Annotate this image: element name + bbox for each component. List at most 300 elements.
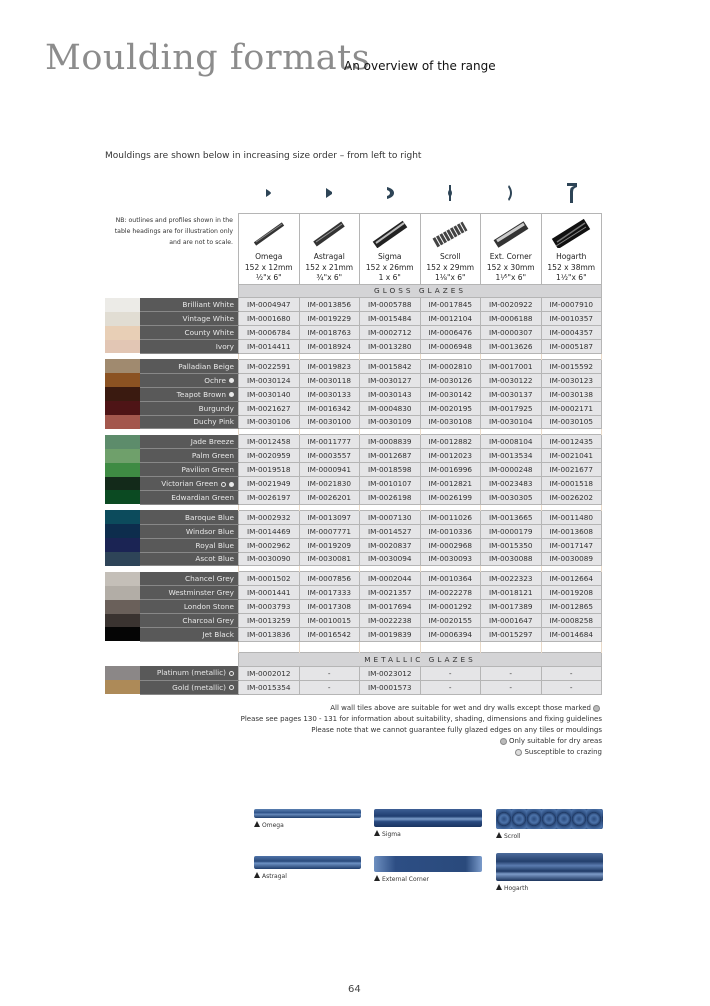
product-code: IM-0020195 bbox=[420, 401, 481, 415]
column-header-sigma bbox=[360, 214, 421, 285]
product-code: IM-0015350 bbox=[481, 538, 542, 552]
product-code: IM-0018763 bbox=[299, 326, 360, 340]
photo-scroll: Scroll bbox=[496, 809, 603, 840]
product-code: IM-0030109 bbox=[360, 415, 421, 429]
product-code: IM-0017333 bbox=[299, 586, 360, 600]
hogarth-moulding-image bbox=[496, 853, 603, 881]
product-code: IM-0019209 bbox=[299, 538, 360, 552]
colour-name: Palm Green bbox=[191, 451, 234, 461]
colour-name-cell bbox=[140, 572, 239, 586]
colour-row bbox=[105, 680, 602, 694]
product-code: IM-0030089 bbox=[541, 552, 602, 566]
colour-row bbox=[105, 600, 602, 614]
crazing-mark-icon bbox=[229, 482, 234, 487]
omega-moulding-illustration bbox=[239, 214, 299, 252]
product-code: IM-0030123 bbox=[541, 373, 602, 387]
colour-name-cell bbox=[140, 415, 239, 429]
product-code: IM-0014411 bbox=[239, 340, 300, 354]
product-code: IM-0019229 bbox=[299, 312, 360, 326]
product-code: IM-0006784 bbox=[239, 326, 300, 340]
product-code: IM-0006476 bbox=[420, 326, 481, 340]
omega-moulding-image bbox=[254, 809, 361, 818]
product-code: IM-0030143 bbox=[360, 387, 421, 401]
colour-swatch bbox=[105, 401, 140, 415]
product-code: IM-0014469 bbox=[239, 524, 300, 538]
colour-row bbox=[105, 510, 602, 524]
product-code: IM-0013665 bbox=[481, 510, 542, 524]
product-code: IM-0012458 bbox=[239, 435, 300, 449]
product-code: IM-0012435 bbox=[541, 435, 602, 449]
column-mm: 152 x 26mm bbox=[365, 262, 414, 272]
photo-hogarth: Hogarth bbox=[496, 853, 603, 892]
spacer bbox=[140, 284, 239, 298]
colour-name: Windsor Blue bbox=[185, 526, 234, 536]
product-code: IM-0030093 bbox=[420, 552, 481, 566]
colour-swatch bbox=[105, 463, 140, 477]
notes bbox=[241, 703, 602, 758]
colour-name-cell bbox=[140, 312, 239, 326]
product-code: IM-0008104 bbox=[481, 435, 542, 449]
product-code: IM-0013836 bbox=[239, 627, 300, 641]
colour-swatch bbox=[105, 373, 140, 387]
column-name: Omega bbox=[255, 252, 283, 261]
note-guidelines: Please see pages 130 - 131 for information about suitability, shading, dimensions and fixing guidelines bbox=[240, 715, 602, 723]
colour-swatch bbox=[105, 572, 140, 586]
section-metallic-glazes bbox=[105, 652, 602, 666]
product-code: IM-0012664 bbox=[541, 572, 602, 586]
product-code: IM-0020922 bbox=[481, 298, 542, 312]
astragal-moulding-image bbox=[254, 856, 361, 869]
product-code: IM-0022238 bbox=[360, 614, 421, 628]
colour-row bbox=[105, 387, 602, 401]
triangle-icon bbox=[254, 872, 260, 878]
dry-area-mark-icon bbox=[229, 685, 234, 690]
product-code: - bbox=[541, 680, 602, 694]
colour-row bbox=[105, 490, 602, 504]
product-code: IM-0030108 bbox=[420, 415, 481, 429]
colour-name: Westminster Grey bbox=[168, 588, 234, 598]
product-code: IM-0011777 bbox=[299, 435, 360, 449]
product-code: IM-0003557 bbox=[299, 449, 360, 463]
product-code: IM-0016342 bbox=[299, 401, 360, 415]
product-code: IM-0020837 bbox=[360, 538, 421, 552]
colour-name-cell bbox=[140, 600, 239, 614]
product-code: IM-0001502 bbox=[239, 572, 300, 586]
product-code: IM-0021949 bbox=[239, 477, 300, 491]
column-header-ext-corner bbox=[481, 214, 542, 285]
column-mm: 152 x 30mm bbox=[486, 262, 535, 272]
product-code: IM-0010336 bbox=[420, 524, 481, 538]
colour-name: Brilliant White bbox=[182, 300, 234, 310]
crazing-mark-icon bbox=[229, 378, 234, 383]
colour-name: Duchy Pink bbox=[193, 417, 234, 427]
photo-omega: Omega bbox=[254, 809, 361, 829]
profile-scroll-icon bbox=[420, 183, 481, 203]
colour-name: Platinum (metallic) bbox=[156, 668, 226, 678]
dry-area-mark-icon bbox=[593, 705, 600, 712]
product-code: IM-0030094 bbox=[360, 552, 421, 566]
note-wet-dry: All wall tiles above are suitable for wet and dry walls except those marked bbox=[241, 703, 602, 714]
external-corner-moulding-image bbox=[374, 856, 482, 872]
colour-name-cell bbox=[140, 477, 239, 491]
colour-name-cell bbox=[140, 586, 239, 600]
product-code: IM-0012023 bbox=[420, 449, 481, 463]
product-code: - bbox=[541, 666, 602, 680]
product-code: IM-0030090 bbox=[239, 552, 300, 566]
profile-outlines bbox=[238, 183, 602, 203]
product-code: IM-0015484 bbox=[360, 312, 421, 326]
product-code: IM-0030122 bbox=[481, 373, 542, 387]
colour-row bbox=[105, 312, 602, 326]
product-code: IM-0030088 bbox=[481, 552, 542, 566]
colour-swatch bbox=[105, 666, 140, 680]
product-code: IM-0015842 bbox=[360, 359, 421, 373]
product-code: IM-0019208 bbox=[541, 586, 602, 600]
colour-swatch bbox=[105, 326, 140, 340]
product-code: IM-0013259 bbox=[239, 614, 300, 628]
product-code: IM-0007910 bbox=[541, 298, 602, 312]
product-code: IM-0019823 bbox=[299, 359, 360, 373]
product-code: IM-0015297 bbox=[481, 627, 542, 641]
colour-row bbox=[105, 435, 602, 449]
product-code: IM-0030126 bbox=[420, 373, 481, 387]
product-code: IM-0006188 bbox=[481, 312, 542, 326]
photo-sigma: Sigma bbox=[374, 809, 482, 838]
product-code: IM-0010015 bbox=[299, 614, 360, 628]
hogarth-moulding-illustration bbox=[542, 214, 602, 252]
product-code: IM-0019839 bbox=[360, 627, 421, 641]
product-code: IM-0016996 bbox=[420, 463, 481, 477]
profile-hogarth-icon bbox=[541, 183, 602, 203]
colour-swatch bbox=[105, 627, 140, 641]
colour-swatch bbox=[105, 340, 140, 354]
product-code: IM-0015354 bbox=[239, 680, 300, 694]
product-code: IM-0010357 bbox=[541, 312, 602, 326]
product-code: IM-0001647 bbox=[481, 614, 542, 628]
product-code: IM-0030100 bbox=[299, 415, 360, 429]
column-inch: ½"x 6" bbox=[255, 273, 282, 282]
product-code: IM-0008258 bbox=[541, 614, 602, 628]
colour-name-cell bbox=[140, 614, 239, 628]
product-code: IM-0002962 bbox=[239, 538, 300, 552]
colour-name: Ochre bbox=[204, 375, 226, 385]
product-code: IM-0005788 bbox=[360, 298, 421, 312]
colour-name: Palladian Beige bbox=[178, 361, 234, 371]
dry-area-mark-icon bbox=[229, 671, 234, 676]
product-code: IM-0008839 bbox=[360, 435, 421, 449]
profile-astragal-icon bbox=[299, 183, 360, 203]
colour-name: London Stone bbox=[183, 602, 234, 612]
colour-name-cell bbox=[140, 373, 239, 387]
product-code: IM-0017389 bbox=[481, 600, 542, 614]
column-header-hogarth bbox=[541, 214, 602, 285]
colour-swatch bbox=[105, 490, 140, 504]
product-code: IM-0020155 bbox=[420, 614, 481, 628]
colour-name-cell bbox=[140, 298, 239, 312]
colour-row bbox=[105, 463, 602, 477]
colour-name: Pavilion Green bbox=[181, 465, 234, 475]
product-code: IM-0030105 bbox=[541, 415, 602, 429]
column-header-astragal bbox=[299, 214, 360, 285]
product-code: IM-0002968 bbox=[420, 538, 481, 552]
colour-row bbox=[105, 666, 602, 680]
colour-swatch bbox=[105, 312, 140, 326]
triangle-icon bbox=[254, 821, 260, 827]
product-code: IM-0002171 bbox=[541, 401, 602, 415]
product-code: IM-0013608 bbox=[541, 524, 602, 538]
column-name: Astragal bbox=[313, 252, 345, 261]
colour-name: Ivory bbox=[215, 342, 234, 351]
colour-swatch bbox=[105, 359, 140, 373]
sigma-moulding-image bbox=[374, 809, 482, 827]
column-inch: 1⅛"x 6" bbox=[434, 273, 466, 282]
product-code: IM-0014527 bbox=[360, 524, 421, 538]
colour-name: Vintage White bbox=[182, 314, 234, 324]
colour-name-cell bbox=[140, 340, 239, 354]
photo-astragal: Astragal bbox=[254, 856, 361, 880]
product-code: IM-0012104 bbox=[420, 312, 481, 326]
colour-row bbox=[105, 524, 602, 538]
scroll-moulding-illustration bbox=[421, 214, 481, 252]
column-inch: 1 x 6" bbox=[378, 273, 401, 282]
product-code: IM-0011480 bbox=[541, 510, 602, 524]
product-code: IM-0021357 bbox=[360, 586, 421, 600]
product-code: IM-0012865 bbox=[541, 600, 602, 614]
colour-name: Ascot Blue bbox=[195, 554, 234, 564]
product-code: IM-0007771 bbox=[299, 524, 360, 538]
product-code: IM-0015592 bbox=[541, 359, 602, 373]
colour-name-cell bbox=[140, 627, 239, 641]
product-code: IM-0026198 bbox=[360, 490, 421, 504]
colour-name: Teapot Brown bbox=[176, 389, 226, 399]
colour-name: Edwardian Green bbox=[171, 492, 234, 502]
column-mm: 152 x 12mm bbox=[244, 262, 293, 272]
colour-row bbox=[105, 552, 602, 566]
colour-swatch bbox=[105, 680, 140, 694]
product-code: IM-0004357 bbox=[541, 326, 602, 340]
column-header-row bbox=[105, 214, 602, 285]
colour-swatch bbox=[105, 298, 140, 312]
colour-swatch bbox=[105, 449, 140, 463]
product-code: IM-0018924 bbox=[299, 340, 360, 354]
colour-name: County White bbox=[184, 328, 234, 338]
triangle-icon bbox=[496, 884, 502, 890]
colour-name-cell bbox=[140, 524, 239, 538]
triangle-icon bbox=[374, 830, 380, 836]
colour-row bbox=[105, 538, 602, 552]
column-name: Sigma bbox=[377, 252, 402, 261]
product-code: IM-0030118 bbox=[299, 373, 360, 387]
column-mm: 152 x 21mm bbox=[305, 262, 354, 272]
note-glazed-edges: Please note that we cannot guarantee fully glazed edges on any tiles or mouldings bbox=[311, 726, 602, 734]
product-code: IM-0018598 bbox=[360, 463, 421, 477]
colour-row bbox=[105, 298, 602, 312]
colour-row bbox=[105, 359, 602, 373]
product-code: IM-0017147 bbox=[541, 538, 602, 552]
product-code: IM-0000941 bbox=[299, 463, 360, 477]
column-mm: 152 x 38mm bbox=[547, 262, 596, 272]
colour-row bbox=[105, 373, 602, 387]
profile-omega-icon bbox=[238, 183, 299, 203]
column-mm: 152 x 29mm bbox=[426, 262, 475, 272]
product-code: IM-0017925 bbox=[481, 401, 542, 415]
product-code: IM-0006948 bbox=[420, 340, 481, 354]
product-code: IM-0030104 bbox=[481, 415, 542, 429]
product-code: IM-0007856 bbox=[299, 572, 360, 586]
product-code: IM-0021830 bbox=[299, 477, 360, 491]
product-code: IM-0017845 bbox=[420, 298, 481, 312]
product-code: IM-0011026 bbox=[420, 510, 481, 524]
colour-row bbox=[105, 477, 602, 491]
colour-name: Victorian Green bbox=[161, 479, 218, 489]
product-code: IM-0018121 bbox=[481, 586, 542, 600]
colour-name-cell bbox=[140, 463, 239, 477]
page-number: 64 bbox=[348, 984, 361, 995]
product-code: IM-0000307 bbox=[481, 326, 542, 340]
product-code: IM-0001518 bbox=[541, 477, 602, 491]
sigma-moulding-illustration bbox=[360, 214, 420, 252]
column-name: Ext. Corner bbox=[489, 252, 532, 261]
product-code: IM-0026201 bbox=[299, 490, 360, 504]
column-header-omega bbox=[239, 214, 300, 285]
column-inch: 1¹⁄₂"x 6" bbox=[555, 273, 587, 282]
column-header-scroll bbox=[420, 214, 481, 285]
colour-swatch bbox=[105, 510, 140, 524]
photo-external-corner: External Corner bbox=[374, 856, 482, 883]
colour-name-cell bbox=[140, 552, 239, 566]
product-code: IM-0014684 bbox=[541, 627, 602, 641]
colour-row bbox=[105, 586, 602, 600]
nb-note: NB: outlines and profiles shown in the table headings are for illustration only and are not to scale. bbox=[114, 217, 233, 246]
colour-row bbox=[105, 415, 602, 429]
section-label: GLOSS GLAZES bbox=[239, 284, 602, 298]
colour-name: Jet Black bbox=[202, 629, 234, 639]
product-code: IM-0020959 bbox=[239, 449, 300, 463]
product-code: IM-0019518 bbox=[239, 463, 300, 477]
product-code: IM-0002932 bbox=[239, 510, 300, 524]
crazing-mark-icon bbox=[515, 749, 522, 756]
legend-dry-areas: Only suitable for dry areas bbox=[241, 736, 602, 747]
colour-swatch bbox=[105, 387, 140, 401]
spacer bbox=[140, 652, 239, 666]
product-code: IM-0022323 bbox=[481, 572, 542, 586]
product-code: IM-0012821 bbox=[420, 477, 481, 491]
product-code: IM-0004947 bbox=[239, 298, 300, 312]
profile-ext-corner-icon bbox=[481, 183, 542, 203]
colour-name-cell bbox=[140, 680, 239, 694]
intro-text: Mouldings are shown below in increasing size order – from left to right bbox=[105, 151, 422, 161]
product-code: IM-0030106 bbox=[239, 415, 300, 429]
colour-name: Baroque Blue bbox=[185, 512, 234, 522]
triangle-icon bbox=[374, 875, 380, 881]
product-code: IM-0000179 bbox=[481, 524, 542, 538]
colour-swatch bbox=[105, 415, 140, 429]
product-code: IM-0030138 bbox=[541, 387, 602, 401]
product-code: IM-0010107 bbox=[360, 477, 421, 491]
triangle-icon bbox=[496, 832, 502, 838]
product-code: IM-0012882 bbox=[420, 435, 481, 449]
colour-name-cell bbox=[140, 510, 239, 524]
product-code: IM-0022591 bbox=[239, 359, 300, 373]
product-code: IM-0023012 bbox=[360, 666, 421, 680]
product-code: IM-0001441 bbox=[239, 586, 300, 600]
spacer bbox=[105, 214, 140, 285]
colour-swatch bbox=[105, 600, 140, 614]
colour-swatch bbox=[105, 477, 140, 491]
product-code: IM-0026202 bbox=[541, 490, 602, 504]
product-code: IM-0021627 bbox=[239, 401, 300, 415]
product-code: IM-0013534 bbox=[481, 449, 542, 463]
colour-name: Burgundy bbox=[198, 403, 234, 413]
product-code: IM-0022278 bbox=[420, 586, 481, 600]
column-inch: 1¹⁄⁵"x 6" bbox=[495, 273, 527, 282]
colour-row bbox=[105, 572, 602, 586]
colour-name: Gold (metallic) bbox=[172, 682, 226, 692]
product-code: IM-0030124 bbox=[239, 373, 300, 387]
product-code: IM-0002810 bbox=[420, 359, 481, 373]
product-code: IM-0017694 bbox=[360, 600, 421, 614]
ext-corner-moulding-illustration bbox=[481, 214, 541, 252]
product-code: IM-0021677 bbox=[541, 463, 602, 477]
product-code: IM-0030081 bbox=[299, 552, 360, 566]
colour-name-cell bbox=[140, 359, 239, 373]
column-name: Hogarth bbox=[556, 252, 587, 261]
colour-row bbox=[105, 326, 602, 340]
colour-swatch bbox=[105, 552, 140, 566]
product-code: IM-0001292 bbox=[420, 600, 481, 614]
colour-swatch bbox=[105, 435, 140, 449]
product-code: - bbox=[299, 680, 360, 694]
colour-row bbox=[105, 340, 602, 354]
product-code: IM-0013280 bbox=[360, 340, 421, 354]
product-code: IM-0030137 bbox=[481, 387, 542, 401]
product-code: IM-0001573 bbox=[360, 680, 421, 694]
spacer bbox=[105, 652, 140, 666]
product-code: IM-0002712 bbox=[360, 326, 421, 340]
scroll-moulding-image bbox=[496, 809, 603, 829]
colour-name-cell bbox=[140, 449, 239, 463]
product-code: IM-0010364 bbox=[420, 572, 481, 586]
product-code: IM-0006394 bbox=[420, 627, 481, 641]
colour-row bbox=[105, 627, 602, 641]
dry-area-mark-icon bbox=[500, 738, 507, 745]
product-code: IM-0026199 bbox=[420, 490, 481, 504]
product-code: - bbox=[481, 666, 542, 680]
colour-name-cell bbox=[140, 326, 239, 340]
product-code: IM-0030140 bbox=[239, 387, 300, 401]
profile-sigma-icon bbox=[359, 183, 420, 203]
product-code: IM-0012687 bbox=[360, 449, 421, 463]
product-code: IM-0002012 bbox=[239, 666, 300, 680]
product-code: IM-0013097 bbox=[299, 510, 360, 524]
colour-swatch bbox=[105, 524, 140, 538]
product-code: IM-0013856 bbox=[299, 298, 360, 312]
colour-swatch bbox=[105, 538, 140, 552]
product-code: - bbox=[299, 666, 360, 680]
colour-row bbox=[105, 449, 602, 463]
section-label: METALLIC GLAZES bbox=[239, 652, 602, 666]
product-code: - bbox=[481, 680, 542, 694]
column-name: Scroll bbox=[439, 252, 461, 261]
colour-name: Charcoal Grey bbox=[182, 616, 234, 626]
spacer bbox=[140, 214, 239, 285]
product-code: IM-0003793 bbox=[239, 600, 300, 614]
page-subtitle: An overview of the range bbox=[344, 59, 496, 73]
section-gloss-glazes bbox=[105, 284, 602, 298]
colour-row bbox=[105, 614, 602, 628]
colour-name-cell bbox=[140, 435, 239, 449]
product-code: IM-0016542 bbox=[299, 627, 360, 641]
